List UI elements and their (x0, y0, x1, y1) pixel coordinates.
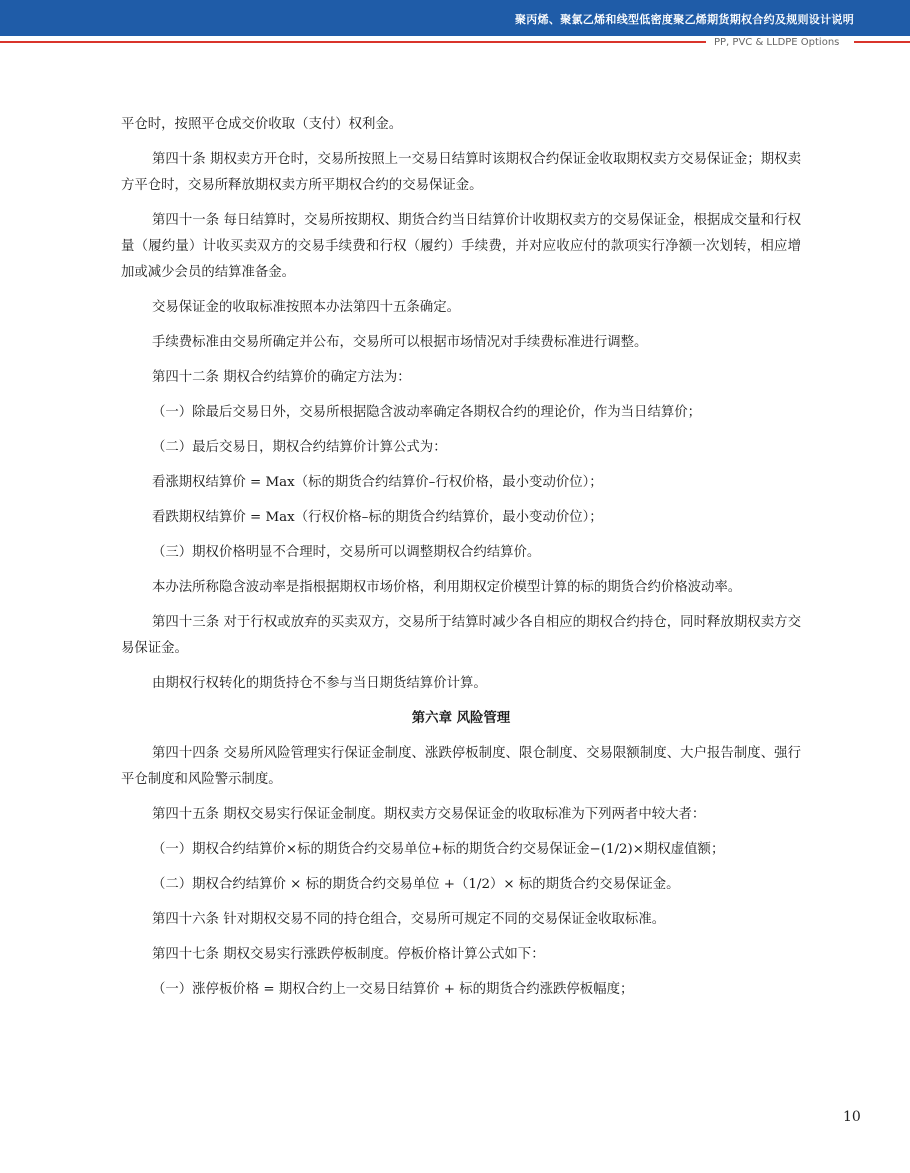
document-body (121, 112, 801, 1012)
chapter-heading: 第六章 风险管理 (411, 711, 511, 726)
formula-line: 看跌期权结算价 = Max（行权价格–标的期货合约结算价，最小变动价位）； (152, 510, 603, 525)
paragraph: 第四十七条 期权交易实行涨跌停板制度。停板价格计算公式如下： (152, 947, 545, 962)
paragraph: 第四十四条 交易所风险管理实行保证金制度、涨跌停板制度、限仓制度、交易限额制度、大户报告制度、强行平仓制度和风险警示制度。 (121, 746, 801, 787)
paragraph: （一）除最后交易日外，交易所根据隐含波动率确定各期权合约的理论价，作为当日结算价； (152, 405, 702, 420)
paragraph: 第四十条 期权卖方开仓时，交易所按照上一交易日结算时该期权合约保证金收取期权卖方交易保证金；期权卖方平仓时，交易所释放期权卖方所平期权合约的交易保证金。 (121, 152, 801, 193)
header-title: 聚丙烯、聚氯乙烯和线型低密度聚乙烯期货期权合约及规则设计说明 (515, 13, 854, 26)
page-number: 10 (843, 1109, 861, 1125)
formula-line: （二）期权合约结算价 × 标的期货合约交易单位 +（1/2）× 标的期货合约交易保证金。 (152, 877, 680, 892)
paragraph: 手续费标准由交易所确定并公布，交易所可以根据市场情况对手续费标准进行调整。 (152, 335, 648, 350)
paragraph: 第四十二条 期权合约结算价的确定方法为： (152, 370, 411, 385)
paragraph: 本办法所称隐含波动率是指根据期权市场价格，利用期权定价模型计算的标的期货合约价格波动率。 (152, 580, 742, 595)
paragraph: 由期权行权转化的期货持仓不参与当日期货结算价计算。 (152, 676, 487, 691)
formula-line: 看涨期权结算价 = Max（标的期货合约结算价–行权价格，最小变动价位）； (152, 475, 603, 490)
header-subtitle: PP, PVC & LLDPE Options (714, 37, 840, 48)
paragraph: （三）期权价格明显不合理时，交易所可以调整期权合约结算价。 (152, 545, 541, 560)
header-rule-right (854, 41, 910, 43)
header-rule-left (0, 41, 706, 43)
formula-line: （一）期权合约结算价×标的期货合约交易单位+标的期货合约交易保证金−(1/2)×期权虚值额； (152, 842, 725, 857)
paragraph: 第四十五条 期权交易实行保证金制度。期权卖方交易保证金的收取标准为下列两者中较大者： (152, 807, 706, 822)
paragraph: 第四十六条 针对期权交易不同的持仓组合，交易所可规定不同的交易保证金收取标准。 (152, 912, 666, 927)
paragraph: （二）最后交易日，期权合约结算价计算公式为： (152, 440, 447, 455)
paragraph: 平仓时，按照平仓成交价收取（支付）权利金。 (121, 117, 403, 132)
paragraph: 第四十三条 对于行权或放弃的买卖双方，交易所于结算时减少各自相应的期权合约持仓，同时释放期权卖方交易保证金。 (121, 615, 801, 656)
paragraph: 第四十一条 每日结算时，交易所按期权、期货合约当日结算价计收期权卖方的交易保证金，根据成交量和行权量（履约量）计收买卖双方的交易手续费和行权（履约）手续费，并对应收应付的款项实行净额一次划转，相应增加或减少会员的结算准备金。 (121, 213, 801, 280)
paragraph: 交易保证金的收取标准按照本办法第四十五条确定。 (152, 300, 460, 315)
formula-line: （一）涨停板价格 = 期权合约上一交易日结算价 + 标的期货合约涨跌停板幅度； (152, 982, 634, 997)
